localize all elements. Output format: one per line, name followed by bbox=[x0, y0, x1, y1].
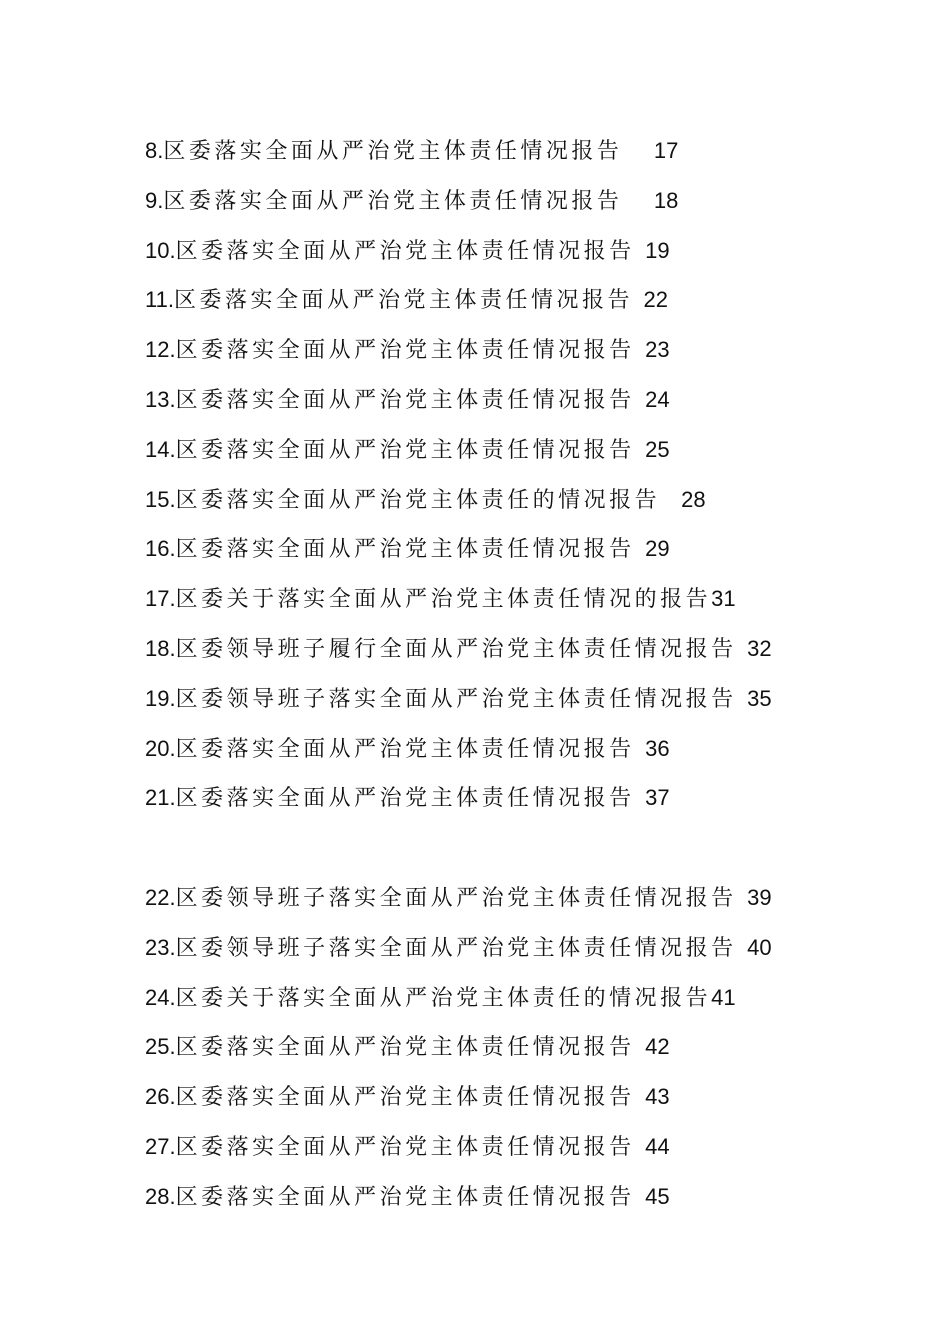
toc-entry-spacer bbox=[622, 139, 653, 164]
toc-entry-title: 区委领导班子落实全面从严治党主体责任情况报告 bbox=[175, 686, 737, 712]
toc-entry-page-number: 25 bbox=[645, 436, 670, 462]
toc-entry-title: 区委落实全面从严治党主体责任情况报告 bbox=[175, 736, 635, 762]
toc-entry-spacer bbox=[635, 338, 646, 363]
toc-entry bbox=[145, 183, 845, 233]
toc-entry-number: 21. bbox=[145, 785, 176, 811]
toc-entry bbox=[145, 681, 845, 731]
toc-entry-spacer bbox=[737, 936, 748, 961]
toc-entry-title: 区委落实全面从严治党主体责任情况报告 bbox=[175, 1035, 635, 1061]
toc-entry-number: 16. bbox=[145, 536, 176, 562]
toc-entry-number: 10. bbox=[145, 237, 176, 263]
toc-entry-page-number: 23 bbox=[645, 337, 670, 363]
toc-entry-title: 区委落实全面从严治党主体责任情况报告 bbox=[175, 1184, 635, 1210]
toc-group-1 bbox=[145, 133, 845, 830]
toc-entry-title: 区委落实全面从严治党主体责任情况报告 bbox=[175, 786, 635, 812]
toc-entry-title: 区委落实全面从严治党主体责任情况报告 bbox=[163, 188, 623, 214]
toc-entry-number: 13. bbox=[145, 386, 176, 412]
toc-entry-title: 区委落实全面从严治党主体责任情况报告 bbox=[175, 437, 635, 463]
toc-entry bbox=[145, 382, 845, 432]
toc-entry-title: 区委落实全面从严治党主体责任情况报告 bbox=[175, 387, 635, 413]
toc-entry-page-number: 35 bbox=[747, 685, 772, 711]
toc-entry-page-number: 39 bbox=[747, 884, 772, 910]
toc-entry-spacer bbox=[635, 737, 646, 762]
toc-entry-page-number: 45 bbox=[645, 1183, 670, 1209]
toc-entry-number: 25. bbox=[145, 1034, 176, 1060]
toc-group-2 bbox=[145, 880, 845, 1229]
toc-entry-title: 区委领导班子落实全面从严治党主体责任情况报告 bbox=[175, 885, 737, 911]
toc-entry bbox=[145, 1029, 845, 1079]
toc-entry-number: 27. bbox=[145, 1133, 176, 1159]
toc-entry-page-number: 31 bbox=[711, 586, 736, 612]
toc-entry-page-number: 44 bbox=[645, 1133, 670, 1159]
toc-entry-title: 区委领导班子落实全面从严治党主体责任情况报告 bbox=[175, 935, 737, 961]
toc-entry-page-number: 22 bbox=[643, 287, 668, 313]
toc-entry bbox=[145, 930, 845, 980]
toc-entry-spacer bbox=[635, 1185, 646, 1210]
toc-entry bbox=[145, 880, 845, 930]
toc-entry-spacer bbox=[633, 288, 644, 313]
toc-entry-page-number: 37 bbox=[645, 785, 670, 811]
toc-entry-number: 11. bbox=[145, 287, 174, 313]
toc-entry-spacer bbox=[737, 886, 748, 911]
toc-entry-number: 22. bbox=[145, 884, 176, 910]
toc-entry-page-number: 18 bbox=[653, 187, 679, 213]
table-of-contents bbox=[145, 133, 845, 1229]
toc-entry-number: 19. bbox=[145, 685, 176, 711]
toc-entry-page-number: 17 bbox=[653, 138, 679, 163]
toc-entry-title: 区委落实全面从严治党主体责任情况报告 bbox=[175, 238, 635, 264]
toc-entry-spacer bbox=[635, 1085, 646, 1110]
toc-entry bbox=[145, 432, 845, 482]
toc-entry-page-number: 19 bbox=[645, 237, 670, 263]
toc-entry-spacer bbox=[635, 388, 646, 413]
toc-entry-spacer bbox=[635, 1035, 646, 1060]
toc-entry-page-number: 36 bbox=[645, 735, 670, 761]
toc-entry bbox=[145, 233, 845, 283]
toc-entry-page-number: 40 bbox=[747, 934, 772, 960]
toc-entry-page-number: 41 bbox=[711, 984, 736, 1010]
toc-entry-number: 18. bbox=[145, 635, 176, 661]
toc-entry-number: 24. bbox=[145, 984, 176, 1010]
toc-entry bbox=[145, 780, 845, 830]
toc-entry-title: 区委落实全面从严治党主体责任的情况报告 bbox=[175, 487, 661, 513]
toc-entry bbox=[145, 282, 845, 332]
toc-entry bbox=[145, 133, 845, 183]
toc-entry-title: 区委关于落实全面从严治党主体责任的情况报告 bbox=[175, 985, 712, 1011]
toc-entry-spacer bbox=[622, 189, 653, 214]
toc-entry bbox=[145, 980, 845, 1030]
toc-entry-title: 区委领导班子履行全面从严治党主体责任情况报告 bbox=[175, 636, 737, 662]
toc-entry-number: 20. bbox=[145, 735, 176, 761]
toc-entry-title: 区委关于落实全面从严治党主体责任情况的报告 bbox=[175, 587, 712, 613]
toc-entry-spacer bbox=[737, 687, 748, 712]
toc-entry-page-number: 28 bbox=[681, 486, 706, 512]
toc-entry-title: 区委落实全面从严治党主体责任情况报告 bbox=[175, 537, 635, 563]
blank-line bbox=[145, 830, 845, 880]
toc-entry-title: 区委落实全面从严治党主体责任情况报告 bbox=[175, 1085, 635, 1111]
toc-entry-spacer bbox=[635, 438, 646, 463]
toc-entry bbox=[145, 1179, 845, 1229]
toc-entry-spacer bbox=[635, 239, 646, 264]
toc-entry-title: 区委落实全面从严治党主体责任情况报告 bbox=[163, 139, 623, 164]
toc-entry-number: 23. bbox=[145, 934, 176, 960]
toc-entry-number: 12. bbox=[145, 337, 176, 363]
toc-entry-spacer bbox=[635, 786, 646, 811]
toc-entry-page-number: 32 bbox=[747, 635, 772, 661]
toc-entry-number: 28. bbox=[145, 1183, 176, 1209]
toc-entry bbox=[145, 482, 845, 532]
toc-entry-page-number: 29 bbox=[645, 536, 670, 562]
toc-entry-title: 区委落实全面从严治党主体责任情况报告 bbox=[175, 338, 635, 364]
toc-entry-number: 9. bbox=[145, 187, 164, 213]
toc-entry-page-number: 43 bbox=[645, 1084, 670, 1110]
toc-entry-spacer bbox=[660, 488, 681, 513]
toc-entry-number: 17. bbox=[145, 586, 176, 612]
toc-entry bbox=[145, 1129, 845, 1179]
toc-entry-title: 区委落实全面从严治党主体责任情况报告 bbox=[173, 288, 633, 314]
toc-entry-number: 15. bbox=[145, 486, 176, 512]
toc-entry-number: 26. bbox=[145, 1084, 176, 1110]
toc-entry-number: 8. bbox=[145, 138, 164, 163]
toc-entry bbox=[145, 581, 845, 631]
toc-entry-number: 14. bbox=[145, 436, 176, 462]
toc-entry-page-number: 42 bbox=[645, 1034, 670, 1060]
toc-entry bbox=[145, 1079, 845, 1129]
toc-entry bbox=[145, 332, 845, 382]
toc-entry-title: 区委落实全面从严治党主体责任情况报告 bbox=[175, 1134, 635, 1160]
toc-entry bbox=[145, 731, 845, 781]
toc-entry-page-number: 24 bbox=[645, 386, 670, 412]
toc-entry-spacer bbox=[635, 537, 646, 562]
toc-entry bbox=[145, 631, 845, 681]
toc-entry bbox=[145, 531, 845, 581]
toc-entry-spacer bbox=[635, 1135, 646, 1160]
toc-entry-spacer bbox=[737, 637, 748, 662]
